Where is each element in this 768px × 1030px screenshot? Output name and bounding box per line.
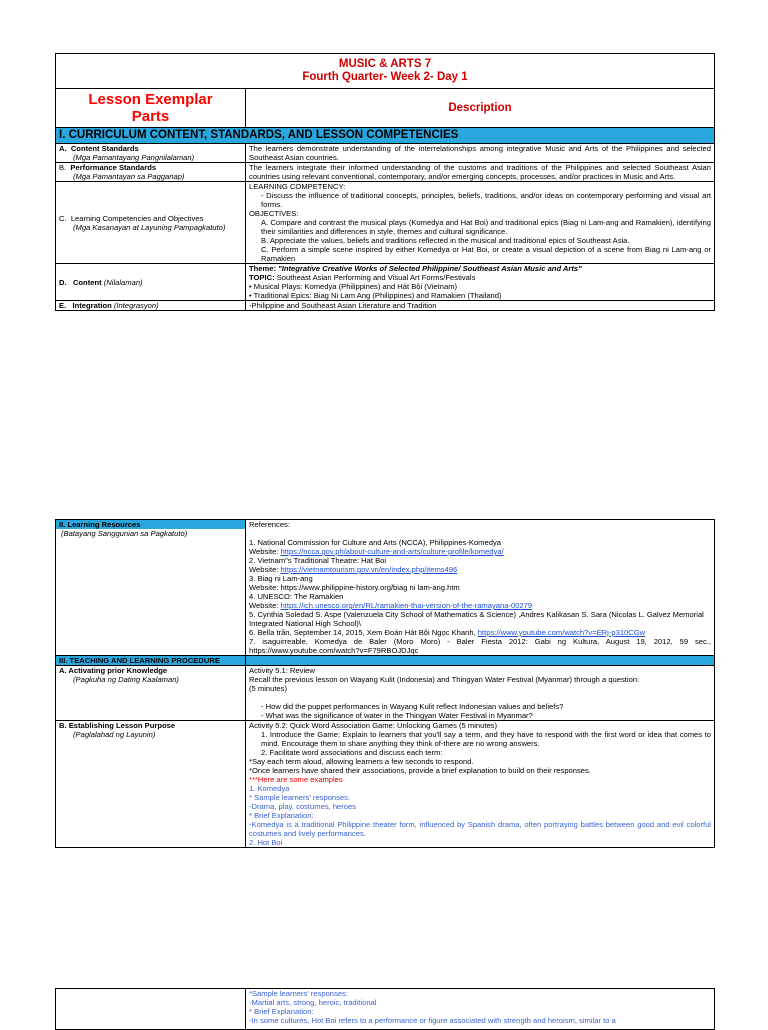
row-label: Learning Competencies and Objectives [70,213,204,223]
section1-title: I. CURRICULUM CONTENT, STANDARDS, AND LESSON COMPETENCIES [56,128,715,144]
parts-header-row [56,89,715,128]
resources-heading: II. Learning Resources [56,520,245,529]
website-label: Website: [249,547,281,556]
continuation-row [56,989,715,1030]
objective-a: A. Compare and contrast the musical plays (Komedya and Hat Boi) and traditional epics (Biag ni Lam-ang and Ramakien), identifying their similarities and differences in style, themes and cultural significance. [261,218,711,236]
activity-text: *Say each term aloud, allowing learners a few seconds to respond. [249,757,474,766]
resources-sublabel: (Batayang Sanggunian sa Pagkatuto) [61,529,188,538]
example-term: 2. Hot Boi [249,838,283,847]
reference-item: Website: https://www.philippine-history.org/biag ni lam-ang.htm [249,583,460,592]
question-item: - What was the significance of water in the Thingyan Water Festival in Myanmar? [261,711,533,720]
example-text: * Brief Explanation: [249,811,314,820]
row-letter: D. [59,277,67,287]
topic-label: TOPIC: [249,273,275,282]
continuation-text [246,989,715,1030]
lesson-title [56,54,715,89]
resources-label [56,520,246,656]
quarter-title: Fourth Quarter- Week 2- Day 1 [302,71,468,83]
performance-standards-text: The learners integrate their informed understanding of the customs and traditions of the Philippines and selected Southeast Asian countries using relevant conventional, contemporary, and/or emerging concepts, processes, and/or practices in Music and Arts. [246,163,715,182]
activating-label [56,666,246,721]
row-sublabel: (Integrasyon) [113,301,159,310]
example-text: -In some cultures, Hot Boi refers to a performance or figure associated with strength and heroism, similar to a [249,1016,616,1025]
description-label: Description [246,89,715,128]
row-letter: C. [59,213,67,223]
reference-item: 7. isaguirreable, Komedya de Baler (Moro Moro) - Baler Fiesta 2012: Gabi ng Kultura, August 19, 2012, 59 sec., https://www.youtube.com/watch?v=F79RBOJDJqc [249,637,711,655]
content-bullet: • Musical Plays: Komedya (Philippines) and Hát Bội (Vietnam) [249,282,458,291]
row-sublabel: (Paglalahad ng Layunin) [73,730,156,739]
reference-link[interactable]: https://ich.unesco.org/en/RL/ramakien-thai-version-of-the-ramayana-00279 [280,601,533,610]
activity-text: 1. Introduce the Game: Explain to learners that you'll say a term, and they have to respond with the first word or idea that comes to mind. Encourage them to share anything they think of-there are no wrong answers. [261,730,711,748]
content-bullet: • Traditional Epics: Biag Ni Lam Ang (Philippines) and Ramakien (Thailand) [249,291,502,300]
row-sublabel: (Mga Pamantayang Pangnilalaman) [73,153,195,162]
examples-heading: ***Here are some examples [249,775,343,784]
parts-label-line2: Parts [131,108,170,125]
purpose-row [56,721,715,848]
reference-item: 1. National Commission for Culture and Arts (NCCA), Philippines-Komedya [249,538,501,547]
row-label: B. Establishing Lesson Purpose [59,721,176,730]
content-standards-text: The learners demonstrate understanding of the interrelationships among integrative Music and Arts of the Philippines and selected Southeast Asian countries. [246,144,715,163]
activity-title: Activity 5.1: Review [249,666,315,675]
reference-link[interactable]: https://ncca.gov.ph/about-culture-and-arts/culture-profile/komedya/ [280,547,504,556]
reference-item: 5. Cynthia Soledad S. Aspe (Valenzuela City School of Mathematics & Science) ,Andres Kalikasan S. Sara (Nicolas L. Galvez Memorial Integrated National High School)\ [249,610,704,628]
performance-standards-row [56,163,715,182]
reference-item: 2. Vietnam"s Traditional Theatre: Hat Boi [249,556,387,565]
performance-standards-label [56,163,246,182]
lc-item: - Discuss the influence of traditional concepts, principles, beliefs, traditions, and/or ideas on contemporary performing and visual art forms. [261,191,711,209]
parts-label-line1: Lesson Exemplar [88,91,213,108]
website-label: Website: [249,601,281,610]
reference-item: 4. UNESCO: The Ramakien [249,592,344,601]
theme-text: "Integrative Creative Works of Selected Philippine/ Southeast Asian Music and Arts" [278,264,582,273]
integration-label [56,301,246,311]
references-cell [246,520,715,656]
reference-link[interactable]: https://vietnamtourism.gov.vn/en/index.php/items496 [280,565,458,574]
integration-text: -Philippine and Southeast Asian Literature and Tradition [246,301,715,311]
activating-text [246,666,715,721]
resources-row [56,520,715,656]
question-item: - How did the puppet performances in Wayang Kulit reflect Indonesian values and beliefs? [261,702,564,711]
theme-label: Theme: [249,264,279,273]
section3-title: III. TEACHING AND LEARNING PROCEDURE [56,656,246,666]
row-sublabel: (Pagkuha ng Dating Kaalaman) [73,675,179,684]
section3-title-fill [246,656,715,666]
row-sublabel: (Mga Kasanayan at Layuning Pampagkatuto) [73,222,226,232]
objective-c: C. Perform a simple scene inspired by either Komedya or Hat Boi, or create a visual depiction of a scene from Biag ni Lam-ang or Ramakien [261,245,711,263]
objectives-heading: OBJECTIVES: [249,209,299,218]
content-text [246,264,715,301]
row-sublabel: (Nilalaman) [103,277,143,287]
activity-title: Activity 5.2: Quick Word Association Game: Unlocking Games (5 minutes) [249,721,498,730]
example-term: 1. Komedya [249,784,290,793]
reference-item: 6. Bella trần, September 14, 2015, Xem Đoàn Hát Bội Ngọc Khanh, [249,628,478,637]
content-standards-label [56,144,246,163]
content-standards-row [56,144,715,163]
purpose-label [56,721,246,848]
row-letter: A. [59,144,67,153]
activating-row [56,666,715,721]
subject-title: MUSIC & ARTS 7 [338,58,432,70]
activity-text: 2. Facilitate word associations and discuss each term: [261,748,443,757]
example-text: -Komedya is a traditional Philippine theater form, influenced by Spanish drama, often portraying battles between good and evil colorful costumes and lively performances. [249,820,711,838]
competencies-text [246,182,715,264]
integration-row [56,301,715,311]
row-letter: E. [59,301,67,310]
reference-link[interactable]: https://www.youtube.com/watch?v=ERj-p310CGw [477,628,646,637]
example-text: * Sample learners' responses: [249,793,351,802]
purpose-text [246,721,715,848]
example-text: * Brief Explanation: [249,1007,314,1016]
activity-text: Recall the previous lesson on Wayang Kulit (Indonesia) and Thingyan Water Festival (Myanmar) through a question: [249,675,640,684]
row-label: Performance Standards [70,163,157,172]
row-label: A. Activating prior Knowledge [59,666,168,675]
content-row [56,264,715,301]
procedure-table [55,519,715,848]
example-text: -Martial arts, strong, heroic, traditional [249,998,377,1007]
objective-b: B. Appreciate the values, beliefs and traditions reflected in the musical and traditional epics of Southeast Asia. [261,236,630,245]
website-label: Website: [249,565,281,574]
lc-heading: LEARNING COMPETENCY: [249,182,346,191]
references-heading: References: [249,520,290,529]
row-sublabel: (Mga Pamantayan sa Pagganap) [73,172,185,181]
competencies-label [56,182,246,264]
reference-item: 3. Biag ni Lam-ang [249,574,313,583]
example-text: *Sample learners' responses: [249,989,348,998]
row-label: Integration [72,301,112,310]
curriculum-table [55,53,715,311]
row-label: Content [72,277,102,287]
continuation-label [56,989,246,1030]
example-text: -Drama, play, costumes, heroes [249,802,357,811]
competencies-row [56,182,715,264]
activity-text: (5 minutes) [249,684,287,693]
header-row [56,54,715,89]
activity-text: *Once learners have shared their associations, provide a brief explanation to build on their responses. [249,766,591,775]
row-letter: B. [59,163,67,172]
content-label [56,264,246,301]
row-label: Content Standards [70,144,139,153]
topic-text: Southeast Asian Performing and Visual Art Forms/Festivals [274,273,476,282]
parts-label [56,89,246,128]
